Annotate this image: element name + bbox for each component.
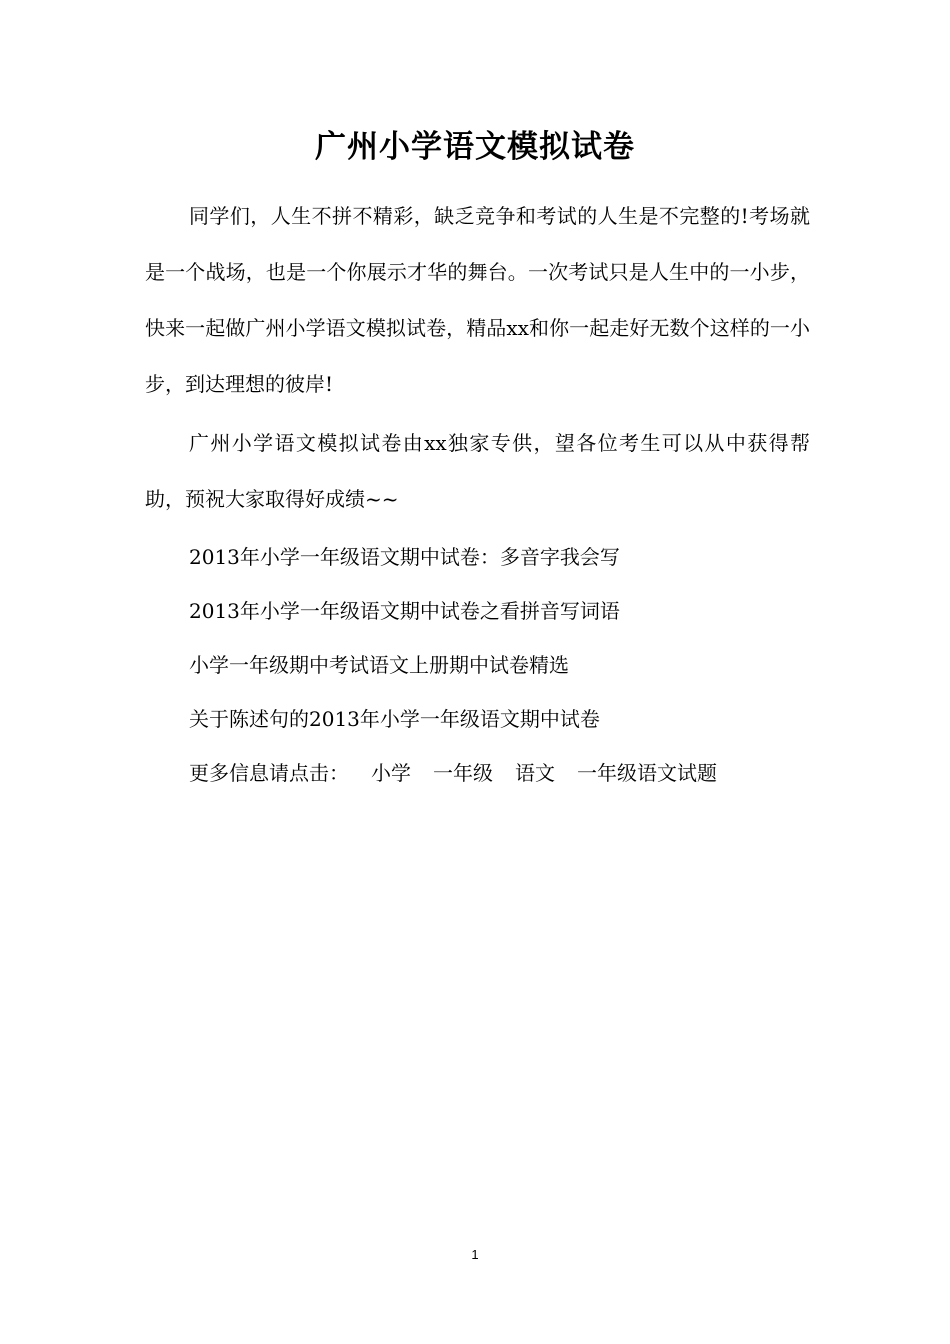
document-body [145,188,810,800]
tag-link-chinese[interactable]: 语文 [515,761,555,785]
more-info-line [189,746,810,800]
related-link-pinyin[interactable]: 2013年小学一年级语文期中试卷之看拼音写词语 [189,599,620,623]
related-link-selection[interactable]: 小学一年级期中考试语文上册期中试卷精选 [189,653,569,677]
tag-link-grade-one[interactable]: 一年级 [433,761,493,785]
intro-paragraph: 同学们，人生不拼不精彩，缺乏竞争和考试的人生是不完整的!考场就是一个战场，也是一个你展示才华的舞台。一次考试只是人生中的一小步，快来一起做广州小学语文模拟试卷，精品xx和你一起走好无数个这样的一小步，到达理想的彼岸! [145,204,810,396]
description-paragraph: 广州小学语文模拟试卷由xx独家专供，望各位考生可以从中获得帮助，预祝大家取得好成绩~~ [145,431,810,511]
more-info-label: 更多信息请点击： [189,761,349,785]
tag-link-primary-school[interactable]: 小学 [371,761,411,785]
related-link-declarative[interactable]: 关于陈述句的2013年小学一年级语文期中试卷 [189,707,600,731]
related-link-polyphonic[interactable]: 2013年小学一年级语文期中试卷：多音字我会写 [189,545,620,569]
document-title: 广州小学语文模拟试卷 [315,129,635,165]
page-number: 1 [471,1247,479,1262]
tag-link-grade-one-chinese-tests[interactable]: 一年级语文试题 [577,761,717,785]
